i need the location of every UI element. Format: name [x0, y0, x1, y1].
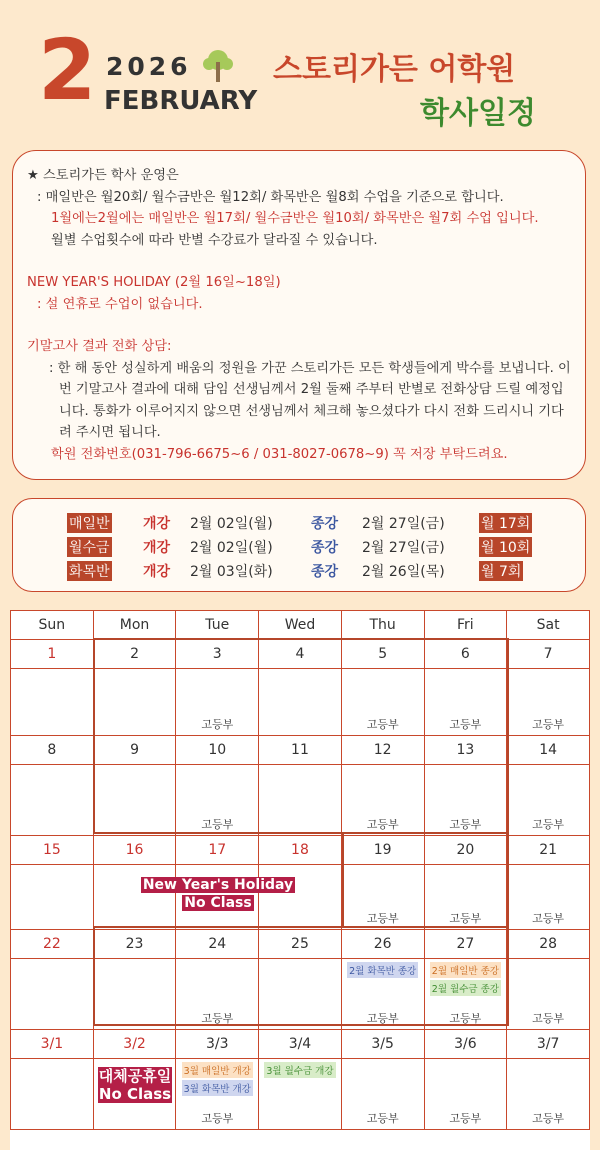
schedule-count: 월 7회 [479, 561, 523, 581]
class-period-outline [93, 926, 509, 1026]
date-number: 1 [11, 640, 94, 669]
date-number: 2 [93, 640, 176, 669]
school-name: 스토리가든 어학원 [273, 52, 516, 87]
event-label: 고등부 [366, 1012, 399, 1025]
date-number: 19 [341, 836, 424, 865]
date-number: 15 [11, 836, 94, 865]
notice-line: 월별 수업횟수에 따라 반별 수강료가 달라질 수 있습니다. [51, 232, 378, 248]
year: 2026 [106, 52, 192, 81]
schedule-close-label: 종강 [311, 516, 339, 532]
date-number: 21 [507, 836, 590, 865]
event-label: 고등부 [532, 818, 565, 831]
class-start-pill: 3월 월수금 개강 [264, 1062, 335, 1078]
day-cell[interactable] [507, 1059, 590, 1130]
day-cell[interactable] [341, 1059, 424, 1130]
holiday-label-line1: New Year's Holiday [142, 877, 294, 893]
event-label: 고등부 [366, 718, 399, 731]
schedule-close-label: 종강 [311, 540, 339, 556]
class-end-pill: 2월 월수금 종강 [430, 980, 501, 996]
date-number: 16 [93, 836, 176, 865]
day-cell[interactable] [11, 1059, 94, 1130]
event-label: 고등부 [366, 1112, 399, 1125]
weekday-header: Tue [176, 611, 259, 640]
substitute-line2: No Class [98, 1085, 172, 1103]
event-label: 고등부 [201, 718, 234, 731]
date-number: 8 [11, 736, 94, 765]
event-label: 고등부 [449, 1112, 482, 1125]
class-period-outline [342, 832, 509, 928]
notice-line: : 매일반은 월20회/ 월수금반은 월12회/ 화목반은 월8회 수업을 기준으로 합니다. [37, 189, 504, 205]
date-number: 12 [341, 736, 424, 765]
date-number: 22 [11, 930, 94, 959]
schedule-class: 화목반 [67, 561, 112, 581]
month-name: FEBRUARY [104, 86, 258, 116]
event-label: 고등부 [201, 1012, 234, 1025]
date-number: 4 [259, 640, 342, 669]
date-number: 25 [259, 930, 342, 959]
holiday-title: NEW YEAR'S HOLIDAY (2월 16일~18일) [27, 275, 281, 290]
date-number: 18 [259, 836, 342, 865]
date-number: 7 [507, 640, 590, 669]
schedule-open-date: 2월 03일(화) [190, 564, 273, 580]
tree-icon [200, 48, 236, 84]
schedule-close-date: 2월 27일(금) [362, 540, 445, 556]
schedule-open-label: 개강 [143, 516, 171, 532]
weekday-header: Sun [11, 611, 94, 640]
date-number: 3 [176, 640, 259, 669]
date-number: 3/1 [11, 1030, 94, 1059]
pill-group [176, 1061, 258, 1097]
week-date-row [11, 1030, 590, 1059]
day-cell[interactable] [507, 765, 590, 836]
date-number: 3/6 [424, 1030, 507, 1059]
class-start-pill: 3월 매일반 개강 [182, 1062, 253, 1078]
day-cell[interactable] [424, 1059, 507, 1130]
notice-line: ★ 스토리가든 학사 운영은 [27, 168, 179, 183]
schedule-class: 월수금 [67, 537, 112, 557]
notice-box [12, 150, 586, 480]
schedule-open-date: 2월 02일(월) [190, 540, 273, 556]
holiday-label [137, 876, 299, 912]
day-cell[interactable] [507, 669, 590, 736]
date-number: 3/4 [259, 1030, 342, 1059]
date-number: 10 [176, 736, 259, 765]
date-number: 11 [259, 736, 342, 765]
event-label: 고등부 [449, 912, 482, 925]
page-subtitle: 학사일정 [420, 96, 536, 131]
event-label: 고등부 [449, 818, 482, 831]
phone-line: 학원 전화번호(031-796-6675~6 / 031-8027-0678~9) 꼭 저장 부탁드려요. [51, 446, 508, 462]
date-number: 3/5 [341, 1030, 424, 1059]
date-number: 24 [176, 930, 259, 959]
schedule-row [13, 511, 585, 535]
schedule-count: 월 10회 [479, 537, 532, 557]
day-cell[interactable] [507, 959, 590, 1030]
schedule-open-label: 개강 [143, 540, 171, 556]
date-number: 23 [93, 930, 176, 959]
weekday-header: Sat [507, 611, 590, 640]
date-number: 3/2 [93, 1030, 176, 1059]
event-label: 고등부 [366, 912, 399, 925]
schedule-close-date: 2월 26일(목) [362, 564, 445, 580]
date-number: 9 [93, 736, 176, 765]
day-cell[interactable] [176, 1059, 259, 1130]
day-cell[interactable] [11, 765, 94, 836]
class-end-pill: 2월 매일반 종강 [430, 962, 501, 978]
substitute-holiday-label [96, 1067, 174, 1103]
date-number: 20 [424, 836, 507, 865]
class-end-pill: 2월 화목반 종강 [347, 962, 418, 978]
exam-title: 기말고사 결과 전화 상담: [27, 339, 172, 354]
day-cell[interactable] [11, 865, 94, 930]
class-period-outline [93, 638, 509, 834]
month-number: 2 [38, 21, 97, 119]
schedule-row [13, 559, 585, 583]
date-number: 17 [176, 836, 259, 865]
holiday-label-line2: No Class [184, 895, 252, 911]
weekday-header: Wed [259, 611, 342, 640]
date-number: 6 [424, 640, 507, 669]
schedule-close-date: 2월 27일(금) [362, 516, 445, 532]
pill-group [259, 1061, 341, 1079]
event-label: 고등부 [449, 718, 482, 731]
event-label: 고등부 [532, 718, 565, 731]
event-label: 고등부 [366, 818, 399, 831]
date-number: 27 [424, 930, 507, 959]
day-cell[interactable] [11, 669, 94, 736]
date-number: 3/3 [176, 1030, 259, 1059]
date-number: 3/7 [507, 1030, 590, 1059]
schedule-open-label: 개강 [143, 564, 171, 580]
event-label: 고등부 [532, 1112, 565, 1125]
day-cell[interactable] [507, 865, 590, 930]
event-label: 고등부 [201, 818, 234, 831]
schedule-close-label: 종강 [311, 564, 339, 580]
schedule-box [12, 498, 586, 592]
event-label: 고등부 [449, 1012, 482, 1025]
day-cell[interactable] [259, 1059, 342, 1130]
header [0, 0, 600, 145]
date-number: 14 [507, 736, 590, 765]
date-number: 5 [341, 640, 424, 669]
weekday-header: Thu [341, 611, 424, 640]
schedule-count: 월 17회 [479, 513, 532, 533]
notice-line: 1월에는2월에는 매일반은 월17회/ 월수금반은 월10회/ 화목반은 월7회 수업 입니다. [51, 211, 539, 226]
event-label: 고등부 [532, 1012, 565, 1025]
day-cell[interactable] [11, 959, 94, 1030]
event-label: 고등부 [201, 1112, 234, 1125]
event-label: 고등부 [532, 912, 565, 925]
date-number: 13 [424, 736, 507, 765]
weekday-header: Fri [424, 611, 507, 640]
date-number: 26 [341, 930, 424, 959]
substitute-line1: 대체공휴일 [98, 1067, 172, 1085]
class-start-pill: 3월 화목반 개강 [182, 1080, 253, 1096]
schedule-row [13, 535, 585, 559]
weekday-header: Mon [93, 611, 176, 640]
schedule-class: 매일반 [67, 513, 112, 533]
holiday-text: : 설 연휴로 수업이 없습니다. [37, 296, 203, 312]
exam-text: : 한 해 동안 성실하게 배움의 정원을 가꾼 스토리가든 모든 학생들에게 박수를 보냅니다. 이번 기말고사 결과에 대해 담임 선생님께서 2월 둘째 주부터 반별로 전화상담 드릴 예정입니다. 통화가 이루어지지 않으면 선생님께서 체크해 놓으셨다가 다시 전화 드리시니 기다려 주시면 됩니다. [49, 360, 571, 440]
date-number: 28 [507, 930, 590, 959]
schedule-open-date: 2월 02일(월) [190, 516, 273, 532]
